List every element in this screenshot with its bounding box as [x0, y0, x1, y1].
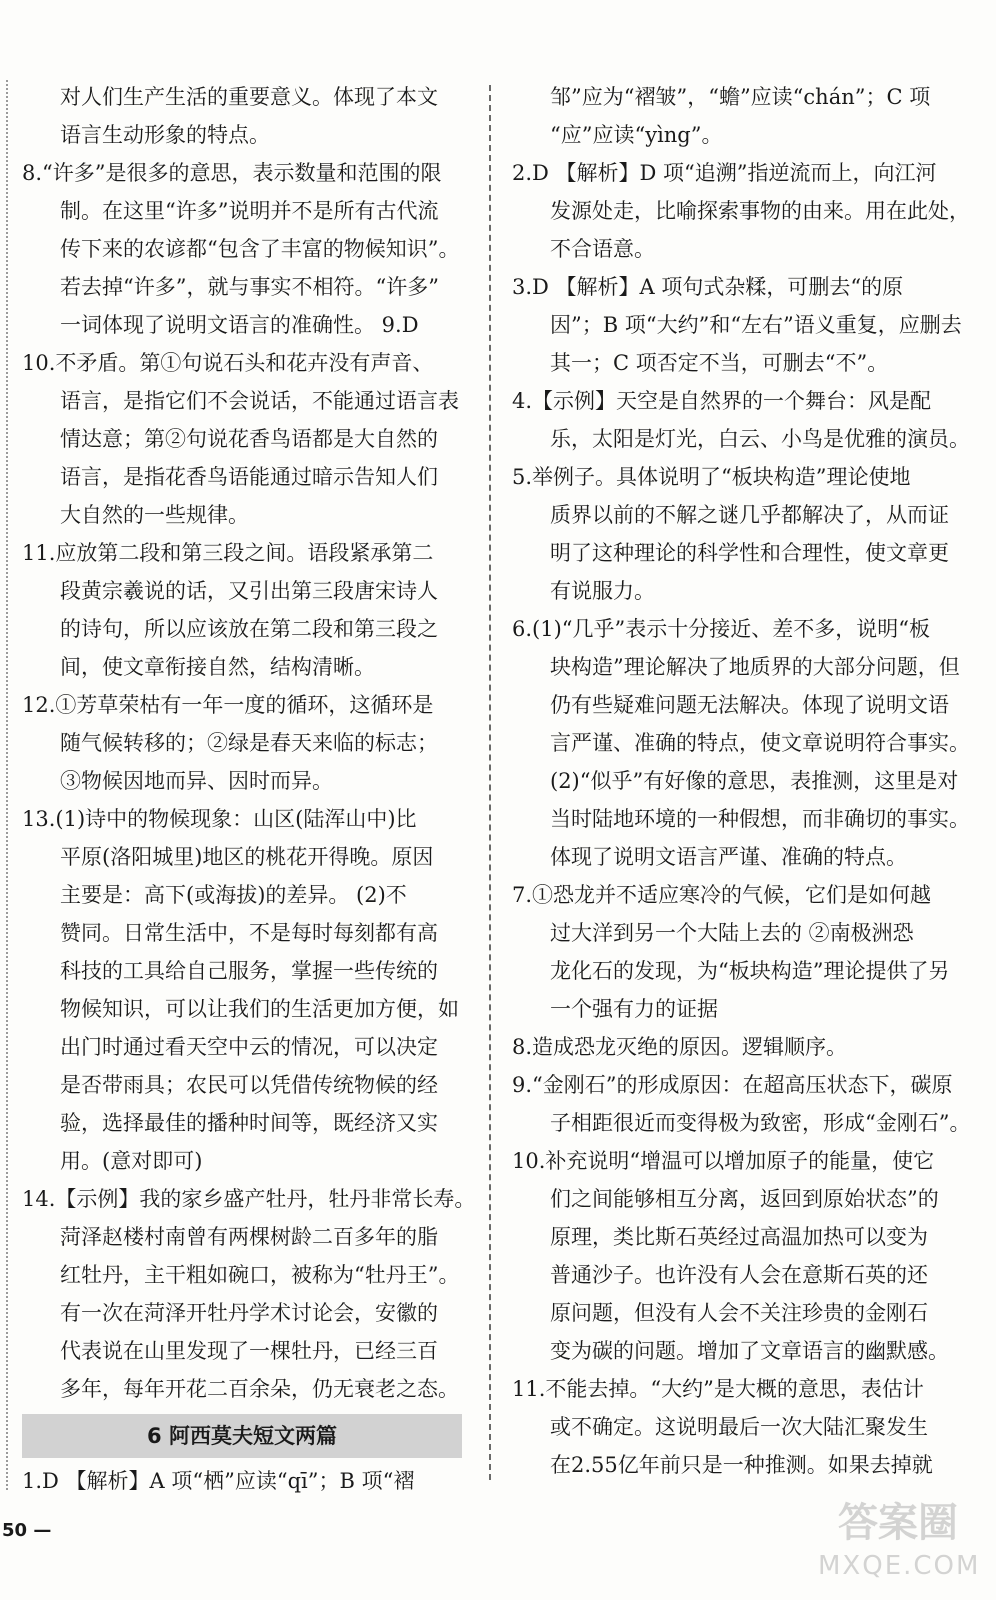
- answer-line: 语言，是指花香鸟语能通过暗示告知人们: [60, 465, 438, 489]
- answer-item: [22, 344, 474, 534]
- answer-line: 明了这种理论的科学性和合理性，使文章更: [550, 541, 949, 565]
- answer-line: 10.补充说明“增温可以增加原子的能量，使它: [512, 1149, 935, 1173]
- left-answer-list-after-section: [22, 1462, 474, 1500]
- answer-line: 间，使文章衔接自然，结构清晰。: [60, 655, 375, 679]
- answer-line: 一词体现了说明文语言的准确性。 9.D: [60, 313, 419, 337]
- answer-line: 言严谨、准确的特点，使文章说明符合事实。: [550, 731, 970, 755]
- answer-line: 物候知识，可以让我们的生活更加方便，如: [60, 997, 459, 1021]
- answer-line: “应”应读“yìng”。: [550, 123, 723, 147]
- answer-line: 若去掉“许多”，就与事实不相符。“许多”: [60, 275, 439, 299]
- answer-line: 代表说在山里发现了一棵牡丹，已经三百: [60, 1339, 438, 1363]
- answer-line: 8.造成恐龙灭绝的原因。逻辑顺序。: [512, 1035, 848, 1059]
- answer-line: 主要是：高下(或海拔)的差异。 (2)不: [60, 883, 407, 907]
- answer-line: 在2.55亿年前只是一种推测。如果去掉就: [550, 1453, 933, 1477]
- answer-item: [512, 458, 974, 610]
- answer-line: 语言，是指它们不会说话，不能通过语言表: [60, 389, 459, 413]
- answer-item: [22, 1180, 474, 1408]
- answer-line: 8.“许多”是很多的意思，表示数量和范围的限: [22, 161, 442, 185]
- answer-line: 用。(意对即可): [60, 1149, 203, 1173]
- answer-line: 3.D 【解析】A 项句式杂糅，可删去“的原: [512, 275, 904, 299]
- answer-line: 4.【示例】天空是自然界的一个舞台：风是配: [512, 389, 932, 413]
- answer-line: 有说服力。: [550, 579, 655, 603]
- answer-line: 有一次在菏泽开牡丹学术讨论会，安徽的: [60, 1301, 438, 1325]
- answer-line: 龙化石的发现，为“板块构造”理论提供了另: [550, 959, 950, 983]
- answer-item: [22, 800, 474, 1180]
- answer-line: 7.①恐龙并不适应寒冷的气候，它们是如何越: [512, 883, 932, 907]
- answer-line: ③物候因地而异、因时而异。: [60, 769, 333, 793]
- answer-line: 变为碳的问题。增加了文章语言的幽默感。: [550, 1339, 949, 1363]
- answer-line: 的诗句，所以应该放在第二段和第三段之: [60, 617, 438, 641]
- answer-item: [22, 534, 474, 686]
- answer-item: [22, 1462, 474, 1500]
- answer-line: 原问题，但没有人会不关注珍贵的金刚石: [550, 1301, 928, 1325]
- answer-line: 红牡丹，主干粗如碗口，被称为“牡丹王”。: [60, 1263, 460, 1287]
- answer-line: 段黄宗羲说的话，又引出第三段唐宋诗人: [60, 579, 438, 603]
- answer-line: 发源处走，比喻探索事物的由来。用在此处，: [550, 199, 970, 223]
- answer-item: [512, 268, 974, 382]
- answer-line: 仍有些疑难问题无法解决。体现了说明文语: [550, 693, 949, 717]
- answer-item: [512, 876, 974, 1028]
- answer-line: 一个强有力的证据: [550, 997, 718, 1021]
- answer-line: 6.(1)“几乎”表示十分接近、差不多，说明“板: [512, 617, 930, 641]
- answer-line: 科技的工具给自己服务，掌握一些传统的: [60, 959, 438, 983]
- answer-line: 菏泽赵楼村南曾有两棵树龄二百多年的脂: [60, 1225, 438, 1249]
- answer-line: 过大洋到另一个大陆上去的 ②南极洲恐: [550, 921, 914, 945]
- answer-line: 平原(洛阳城里)地区的桃花开得晚。原因: [60, 845, 434, 869]
- answer-line: 1.D 【解析】A 项“栖”应读“qī”；B 项“褶: [22, 1469, 415, 1493]
- section-title-bar: [22, 1414, 462, 1458]
- left-answer-list: [22, 78, 474, 1408]
- left-column: [22, 78, 474, 1500]
- answer-line: 9.“金刚石”的形成原因：在超高压状态下，碳原: [512, 1073, 953, 1097]
- answer-line: 乐，太阳是灯光，白云、小鸟是优雅的演员。: [550, 427, 970, 451]
- watermark-bottom: MXQE.COM: [818, 1551, 981, 1581]
- answer-item: [512, 610, 974, 876]
- answer-line: 其一；C 项否定不当，可删去“不”。: [550, 351, 889, 375]
- answer-line: 制。在这里“许多”说明并不是所有古代流: [60, 199, 439, 223]
- answer-line: 语言生动形象的特点。: [60, 123, 270, 147]
- answer-line: 原理，类比斯石英经过高温加热可以变为: [550, 1225, 928, 1249]
- answer-line: 5.举例子。具体说明了“板块构造”理论使地: [512, 465, 911, 489]
- answer-line: 10.不矛盾。第①句说石头和花卉没有声音、: [22, 351, 434, 375]
- answer-line: 12.①芳草荣枯有一年一度的循环，这循环是: [22, 693, 434, 717]
- answer-line: 普通沙子。也许没有人会在意斯石英的还: [550, 1263, 928, 1287]
- column-divider: [489, 85, 491, 1480]
- answer-line: 传下来的农谚都“包含了丰富的物候知识”。: [60, 237, 460, 261]
- answer-item: [512, 1142, 974, 1370]
- watermark-logo: [818, 1496, 981, 1588]
- answer-item: [512, 78, 974, 154]
- answer-line: 是否带雨具；农民可以凭借传统物候的经: [60, 1073, 438, 1097]
- answer-line: 2.D 【解析】D 项“追溯”指逆流而上，向江河: [512, 161, 937, 185]
- answer-line: 不合语意。: [550, 237, 655, 261]
- section-title: 6 阿西莫夫短文两篇: [147, 1424, 337, 1448]
- answer-item: [22, 154, 474, 344]
- answer-item: [512, 1370, 974, 1484]
- answer-item: [512, 1066, 974, 1142]
- answer-line: 多年，每年开花二百余朵，仍无衰老之态。: [60, 1377, 459, 1401]
- binding-edge: [6, 80, 8, 1490]
- answer-line: 体现了说明文语言严谨、准确的特点。: [550, 845, 907, 869]
- answer-line: (2)“似乎”有好像的意思，表推测，这里是对: [550, 769, 959, 793]
- answer-item: [22, 78, 474, 154]
- answer-line: 13.(1)诗中的物候现象：山区(陆浑山中)比: [22, 807, 417, 831]
- answer-line: 块构造”理论解决了地质界的大部分问题，但: [550, 655, 960, 679]
- answer-line: 质界以前的不解之谜几乎都解决了，从而证: [550, 503, 949, 527]
- answer-line: 当时陆地环境的一种假想，而非确切的事实。: [550, 807, 970, 831]
- answer-line: 情达意；第②句说花香鸟语都是大自然的: [60, 427, 438, 451]
- answer-line: 验，选择最佳的播种时间等，既经济又实: [60, 1111, 438, 1135]
- page-number: 50 —: [2, 1520, 52, 1541]
- answer-line: 11.不能去掉。“大约”是大概的意思，表估计: [512, 1377, 924, 1401]
- answer-item: [512, 154, 974, 268]
- answer-line: 们之间能够相互分离，返回到原始状态”的: [550, 1187, 939, 1211]
- answer-item: [512, 382, 974, 458]
- right-column: [512, 78, 974, 1484]
- answer-line: 邹”应为“褶皱”，“蟾”应读“chán”；C 项: [550, 85, 931, 109]
- right-answer-list: [512, 78, 974, 1484]
- answer-line: 对人们生产生活的重要意义。体现了本文: [60, 85, 438, 109]
- answer-line: 出门时通过看天空中云的情况，可以决定: [60, 1035, 438, 1059]
- answer-line: 赞同。日常生活中，不是每时每刻都有高: [60, 921, 438, 945]
- watermark-top: 答案圈: [838, 1500, 958, 1546]
- answer-line: 11.应放第二段和第三段之间。语段紧承第二: [22, 541, 434, 565]
- answer-item: [22, 686, 474, 800]
- answer-line: 因”；B 项“大约”和“左右”语义重复，应删去: [550, 313, 962, 337]
- answer-line: 大自然的一些规律。: [60, 503, 249, 527]
- answer-item: [512, 1028, 974, 1066]
- answer-line: 或不确定。这说明最后一次大陆汇聚发生: [550, 1415, 928, 1439]
- answer-line: 随气候转移的；②绿是春天来临的标志；: [60, 731, 438, 755]
- answer-line: 子相距很近而变得极为致密，形成“金刚石”。: [550, 1111, 971, 1135]
- answer-line: 14.【示例】我的家乡盛产牡丹，牡丹非常长寿。: [22, 1187, 476, 1211]
